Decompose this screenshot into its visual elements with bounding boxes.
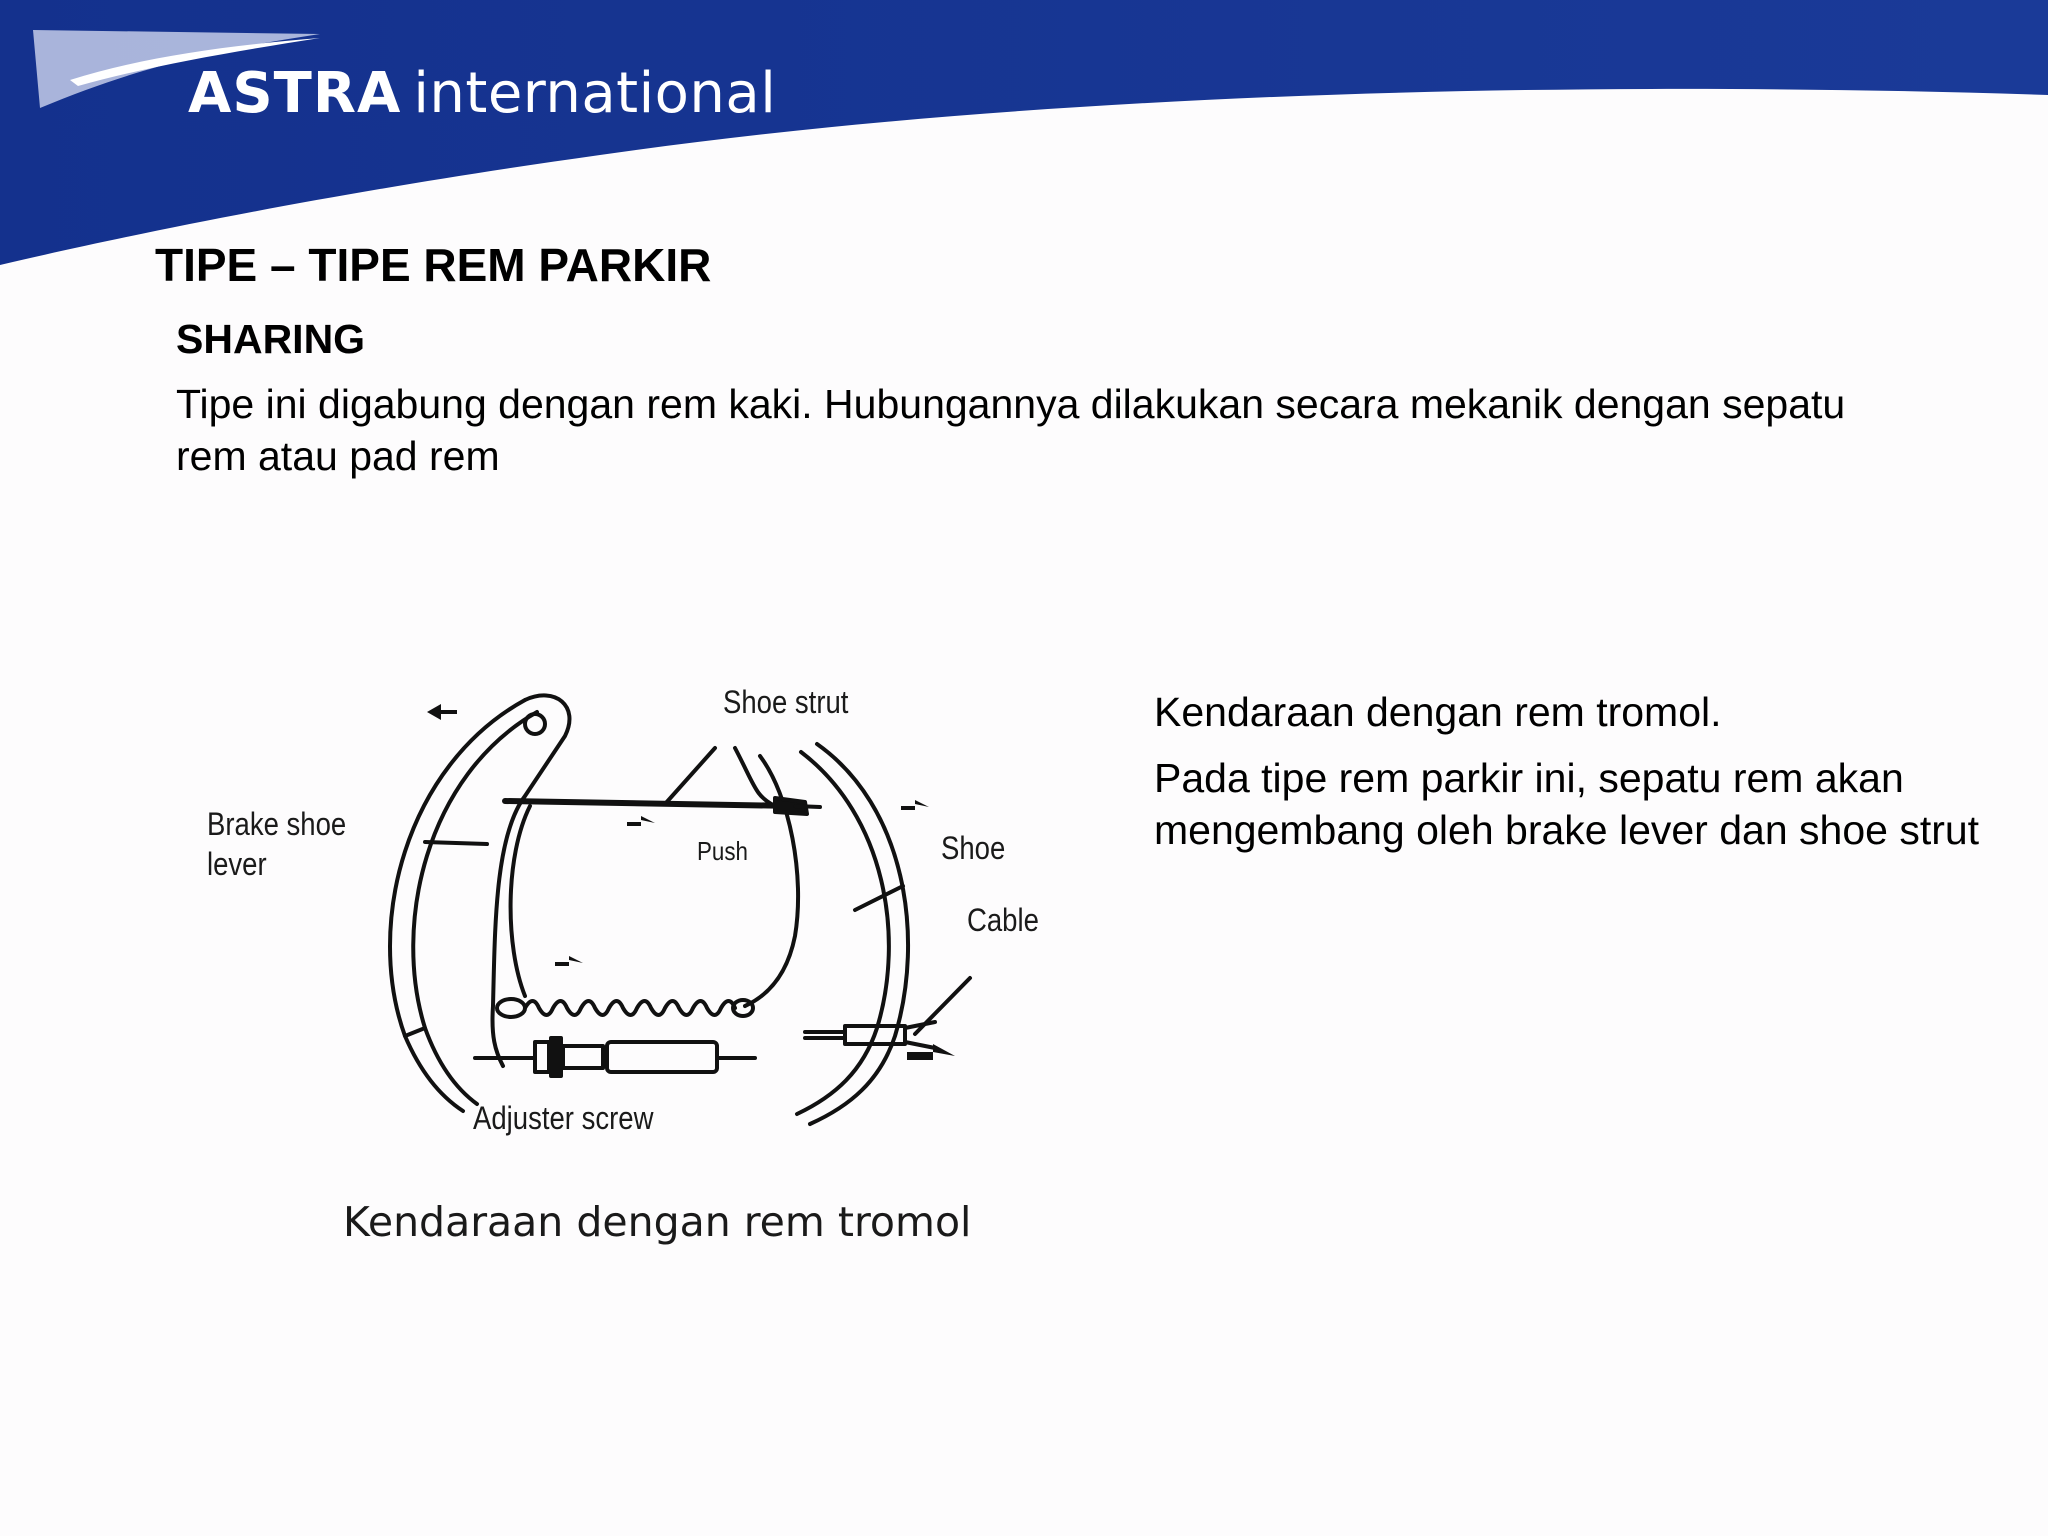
company-logo [188, 61, 777, 126]
logo-brand: ASTRA [188, 61, 402, 126]
side-text-line: Kendaraan dengan rem tromol. [1154, 689, 1722, 735]
brake-shoe-lever [492, 695, 569, 1066]
arrow-right-icon [901, 800, 929, 810]
arrow-right-icon [555, 956, 583, 966]
label-shoe: Shoe [941, 830, 1006, 866]
arrow-right-icon [627, 816, 655, 826]
drum-brake-figure [195, 676, 1075, 1266]
label-cable: Cable [967, 902, 1039, 938]
side-text-line: Pada tipe rem parkir ini, sepatu rem akan mengembang oleh brake lever dan shoe strut [1154, 755, 1980, 853]
label-shoe-strut: Shoe strut [723, 684, 849, 720]
figure-caption: Kendaraan dengan rem tromol [343, 1198, 972, 1246]
motion-arrows [427, 704, 955, 1060]
logo-suffix: international [413, 61, 777, 126]
label-push: Push [697, 836, 748, 866]
arrow-left-icon [427, 704, 457, 720]
label-brake-shoe-lever: Brake shoe [207, 806, 347, 842]
adjuster-screw [475, 1038, 755, 1076]
left-shoe [390, 700, 525, 1111]
side-text [1154, 686, 1984, 870]
label-brake-shoe-lever-2: lever [207, 846, 267, 882]
shoe-strut [505, 801, 795, 806]
label-adjuster-screw: Adjuster screw [473, 1100, 654, 1136]
return-spring [525, 1001, 735, 1015]
slide-title: TIPE – TIPE REM PARKIR [155, 239, 712, 291]
intro-paragraph: Tipe ini digabung dengan rem kaki. Hubungannya dilakukan secara mekanik dengan sepatu rem atau pad rem [176, 381, 1846, 479]
section-heading: SHARING [176, 316, 366, 362]
